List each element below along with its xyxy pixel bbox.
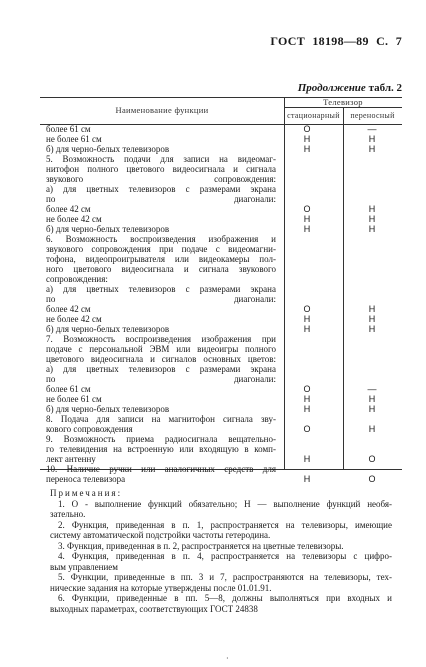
table-row bbox=[46, 334, 276, 344]
table-row bbox=[46, 374, 276, 384]
table-row bbox=[46, 464, 276, 474]
row-function-text: го телевидения на встроенную или входящую в комп- bbox=[46, 444, 276, 454]
row-portable-value: Н bbox=[368, 144, 376, 154]
note-line: вым управлением bbox=[50, 561, 118, 572]
note-line: систему автоматической подстройки частоты гетеродина. bbox=[50, 530, 271, 540]
column-header-portable: переносный bbox=[350, 111, 395, 120]
table-row bbox=[46, 184, 276, 194]
gost-number: 18198—89 bbox=[312, 34, 369, 48]
table-row bbox=[46, 224, 376, 234]
row-function-text: переноса телевизора bbox=[46, 474, 126, 484]
table-row bbox=[46, 314, 376, 324]
note-line: 3. Функция, приведенная в п. 2, распространяется на цветные телевизоры. bbox=[58, 540, 344, 551]
row-function-text: не более 42 см bbox=[46, 214, 102, 224]
page-mark: · bbox=[226, 654, 229, 663]
table-row bbox=[46, 214, 376, 224]
row-function-text: по диагонали: bbox=[46, 294, 276, 304]
note-line: выходных параметрах, соответствующих ГОСТ 24838 bbox=[50, 603, 258, 614]
column-header-tv: Телевизор bbox=[323, 97, 363, 107]
row-portable-value: Н bbox=[368, 304, 376, 314]
row-portable-value: Н bbox=[368, 404, 376, 414]
table-row bbox=[46, 354, 276, 364]
row-function-text: не более 61 см bbox=[46, 394, 102, 404]
table-row bbox=[46, 394, 376, 404]
row-portable-value: — bbox=[367, 124, 377, 134]
row-function-text: лект антенну bbox=[46, 454, 96, 464]
table-row bbox=[46, 154, 276, 164]
row-portable-value: Н bbox=[368, 394, 376, 404]
table-row bbox=[46, 474, 376, 484]
row-function-text: 8. Подача для записи на магнитофон сигнала зву- bbox=[46, 414, 276, 424]
table-continuation bbox=[298, 82, 402, 94]
table-row bbox=[46, 404, 376, 414]
table-row bbox=[46, 244, 276, 254]
note-line: 2. Функция, приведенная в п. 1, распространяется на телевизоры, имеющие bbox=[58, 519, 392, 530]
row-stationary-value: Н bbox=[303, 134, 311, 144]
row-portable-value: О bbox=[368, 454, 376, 464]
row-stationary-value: Н bbox=[303, 224, 311, 234]
table-row bbox=[46, 284, 276, 294]
table-row bbox=[46, 134, 376, 144]
row-function-text: 6. Возможность воспроизведения изображения и bbox=[46, 234, 276, 244]
column-divider-portable bbox=[343, 124, 344, 469]
row-function-text: б) для черно-белых телевизоров bbox=[46, 224, 170, 234]
row-function-text: не более 42 см bbox=[46, 314, 102, 324]
row-portable-value: Н bbox=[368, 134, 376, 144]
row-function-text: ного цветового видеосигнала и сигнала звукового bbox=[46, 264, 276, 274]
note-line: 4. Функция, приведенная в п. 4, распространяется на телевизоры с цифро- bbox=[58, 551, 392, 561]
row-stationary-value: О bbox=[303, 304, 311, 314]
row-function-text: цветового видеосигнала и сигналов основных цветов: bbox=[46, 354, 276, 364]
table-row bbox=[46, 434, 276, 444]
row-function-text: а) для цветных телевизоров с размерами экрана bbox=[46, 364, 276, 374]
page-number: 7 bbox=[395, 34, 402, 48]
table-row bbox=[46, 234, 276, 244]
row-portable-value: Н bbox=[368, 324, 376, 334]
subheader-rule bbox=[284, 107, 402, 108]
row-function-text: нитофон полного цветового видеосигнала и сигнала bbox=[46, 164, 276, 174]
table-row bbox=[46, 384, 377, 394]
row-function-text: 5. Возможность подачи для записи на видеомаг- bbox=[46, 154, 276, 164]
row-stationary-value: Н bbox=[303, 314, 311, 324]
table-row bbox=[46, 344, 276, 354]
table-row bbox=[46, 454, 376, 464]
row-function-text: 10. Наличие ручки или аналогичных средств для bbox=[46, 464, 276, 474]
table-row bbox=[46, 254, 276, 264]
note-line: зательно. bbox=[50, 509, 86, 519]
table-row bbox=[46, 294, 276, 304]
table-row bbox=[46, 174, 276, 184]
row-function-text: кового сопровождения bbox=[46, 424, 133, 434]
row-stationary-value: Н bbox=[303, 454, 311, 464]
page-label: С. bbox=[376, 34, 389, 48]
row-stationary-value: О bbox=[303, 384, 311, 394]
row-stationary-value: Н bbox=[303, 324, 311, 334]
table-row bbox=[46, 274, 276, 284]
notes-lines bbox=[50, 499, 392, 615]
row-function-text: сопровождения: bbox=[46, 274, 108, 284]
row-stationary-value: Н bbox=[303, 404, 311, 414]
row-function-text: звукового сопровождения при подаче с видеомагни- bbox=[46, 244, 276, 254]
row-function-text: а) для цветных телевизоров с размерами экрана bbox=[46, 184, 276, 194]
continuation-label: Продолжение bbox=[297, 82, 366, 94]
notes-section bbox=[50, 488, 392, 614]
notes-title: Примечания: bbox=[50, 488, 123, 498]
row-stationary-value: О bbox=[303, 424, 311, 434]
row-function-text: более 42 см bbox=[46, 204, 91, 214]
table-row bbox=[46, 124, 377, 134]
row-function-text: а) для цветных телевизоров с размерами экрана bbox=[46, 284, 276, 294]
note-line: нические задания на которые утверждены после 01.01.91. bbox=[50, 582, 272, 593]
row-function-text: более 42 см bbox=[46, 304, 91, 314]
table-row bbox=[46, 164, 276, 174]
row-function-text: более 61 см bbox=[46, 384, 91, 394]
table-row bbox=[46, 324, 376, 334]
row-portable-value: Н bbox=[368, 214, 376, 224]
continuation-ref: табл. 2 bbox=[368, 82, 402, 94]
row-function-text: 9. Возможность приема радиосигнала вещательно- bbox=[46, 434, 276, 444]
table-row bbox=[46, 444, 276, 454]
row-function-text: звукового сопровождения: bbox=[46, 174, 276, 184]
row-function-text: 7. Возможность воспроизведения изображения при bbox=[46, 334, 276, 344]
note-line: 6. Функции, приведенные в пп. 5—8, должны выполняться при входных и bbox=[58, 593, 392, 603]
note-line: 5. Функции, приведенные в пп. 3 и 7, распространяются на телевизоры, тех- bbox=[58, 572, 392, 582]
row-function-text: б) для черно-белых телевизоров bbox=[46, 404, 170, 414]
row-portable-value: — bbox=[367, 384, 377, 394]
row-stationary-value: Н bbox=[303, 474, 311, 484]
table-rows bbox=[46, 124, 377, 484]
column-header-stationary: стационарный bbox=[287, 111, 340, 120]
table-row bbox=[46, 264, 276, 274]
row-stationary-value: Н bbox=[303, 214, 311, 224]
column-divider-stationary bbox=[284, 124, 285, 469]
row-stationary-value: Н bbox=[303, 394, 311, 404]
row-stationary-value: О bbox=[303, 204, 311, 214]
row-portable-value: О bbox=[368, 474, 376, 484]
note-line: 1. О - выполнение функций обязательно; Н — выполнение функций необя- bbox=[58, 498, 392, 509]
row-portable-value: Н bbox=[368, 314, 376, 324]
row-function-text: тофона, видеопроигрывателя или видеокамеры пол- bbox=[46, 254, 276, 264]
table-row bbox=[46, 204, 376, 214]
row-function-text: не более 61 см bbox=[46, 134, 102, 144]
row-portable-value: Н bbox=[368, 224, 376, 234]
row-function-text: б) для черно-белых телевизоров bbox=[46, 144, 170, 154]
row-function-text: подаче с персональной ЭВМ или видеоигры полного bbox=[46, 344, 276, 354]
table-row bbox=[46, 144, 376, 154]
table-row bbox=[46, 304, 376, 314]
table-row bbox=[46, 194, 276, 204]
row-stationary-value: Н bbox=[303, 144, 311, 154]
table-row bbox=[46, 424, 376, 434]
row-function-text: более 61 см bbox=[46, 124, 91, 134]
column-header-function: Наименование функции bbox=[115, 105, 209, 115]
table-row bbox=[46, 364, 276, 374]
row-stationary-value: О bbox=[303, 124, 311, 134]
row-portable-value: Н bbox=[368, 204, 376, 214]
row-function-text: по диагонали: bbox=[46, 374, 276, 384]
gost-label: ГОСТ bbox=[270, 34, 306, 48]
table-row bbox=[46, 414, 276, 424]
page-header bbox=[266, 34, 402, 49]
row-portable-value: Н bbox=[368, 424, 376, 434]
row-function-text: б) для черно-белых телевизоров bbox=[46, 324, 170, 334]
row-function-text: по диагонали: bbox=[46, 194, 276, 204]
